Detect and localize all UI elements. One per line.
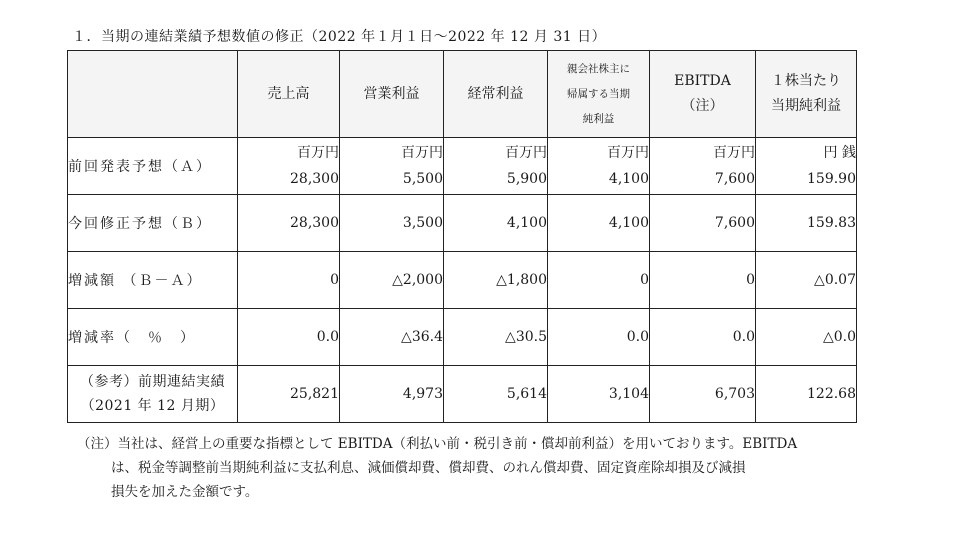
row-label: （参考）前期連結実績 （2021 年 12 月期） — [68, 366, 238, 423]
table-row-prior-year-results — [68, 366, 857, 423]
footnote-line-3: 損失を加えた金額です。 — [111, 484, 259, 500]
table-cell: 百万円 4,100 — [548, 138, 650, 195]
footnote-line-1: （注）当社は、経営上の重要な指標として EBITDA（利払い前・税引き前・償却前利益）を用いております。EBITDA — [77, 436, 798, 452]
table-cell: △2,000 — [340, 252, 444, 309]
forecast-revision-table — [67, 50, 857, 423]
table-cell: 0 — [238, 252, 340, 309]
table-cell: △0.0 — [756, 309, 857, 366]
table-cell: 159.83 — [756, 195, 857, 252]
table-cell: 0 — [650, 252, 756, 309]
table-row-previous-forecast — [68, 138, 857, 195]
footnote-line-2: は、税金等調整前当期純利益に支払利息、減価償却費、償却費、のれん償却費、固定資産除却損及び減損 — [111, 460, 746, 476]
table-cell: 3,104 — [548, 366, 650, 423]
header-net-income-parent: 親会社株主に 帰属する当期 純利益 — [548, 51, 650, 138]
header-eps: １株当たり 当期純利益 — [756, 51, 857, 138]
header-operating-income: 営業利益 — [340, 51, 444, 138]
header-net-sales: 売上高 — [238, 51, 340, 138]
table-cell: 28,300 — [238, 195, 340, 252]
table-cell: △36.4 — [340, 309, 444, 366]
header-ebitda: EBITDA （注） — [650, 51, 756, 138]
table-cell: △1,800 — [444, 252, 548, 309]
table-cell: 円 銭 159.90 — [756, 138, 857, 195]
table-cell: 3,500 — [340, 195, 444, 252]
section-heading: １．当期の連結業績予想数値の修正（2022 年１月１日～2022 年 12 月 31 日） — [72, 29, 607, 45]
table-cell: △0.07 — [756, 252, 857, 309]
table-cell: 0 — [548, 252, 650, 309]
table-cell: 4,973 — [340, 366, 444, 423]
table-cell: 6,703 — [650, 366, 756, 423]
table-cell: 4,100 — [548, 195, 650, 252]
table-cell: 5,614 — [444, 366, 548, 423]
table-cell: 0.0 — [650, 309, 756, 366]
row-label: 前回発表予想（Ａ） — [68, 138, 238, 195]
table-cell: 0.0 — [548, 309, 650, 366]
header-ordinary-income: 経常利益 — [444, 51, 548, 138]
table-cell: 0.0 — [238, 309, 340, 366]
table-cell: 4,100 — [444, 195, 548, 252]
row-label: 増減額 （Ｂ－Ａ） — [68, 252, 238, 309]
table-cell: 百万円 7,600 — [650, 138, 756, 195]
table-cell: 122.68 — [756, 366, 857, 423]
table-cell: △30.5 — [444, 309, 548, 366]
table-header-row — [68, 51, 857, 138]
row-label: 増減率（ ％ ） — [68, 309, 238, 366]
table-cell: 7,600 — [650, 195, 756, 252]
footnote — [77, 432, 877, 504]
table-cell: 25,821 — [238, 366, 340, 423]
table-row-change-amount — [68, 252, 857, 309]
table-row-revised-forecast — [68, 195, 857, 252]
table-cell: 百万円 28,300 — [238, 138, 340, 195]
table-row-change-rate — [68, 309, 857, 366]
header-corner-cell — [68, 51, 238, 138]
table-cell: 百万円 5,500 — [340, 138, 444, 195]
row-label: 今回修正予想（Ｂ） — [68, 195, 238, 252]
table-cell: 百万円 5,900 — [444, 138, 548, 195]
